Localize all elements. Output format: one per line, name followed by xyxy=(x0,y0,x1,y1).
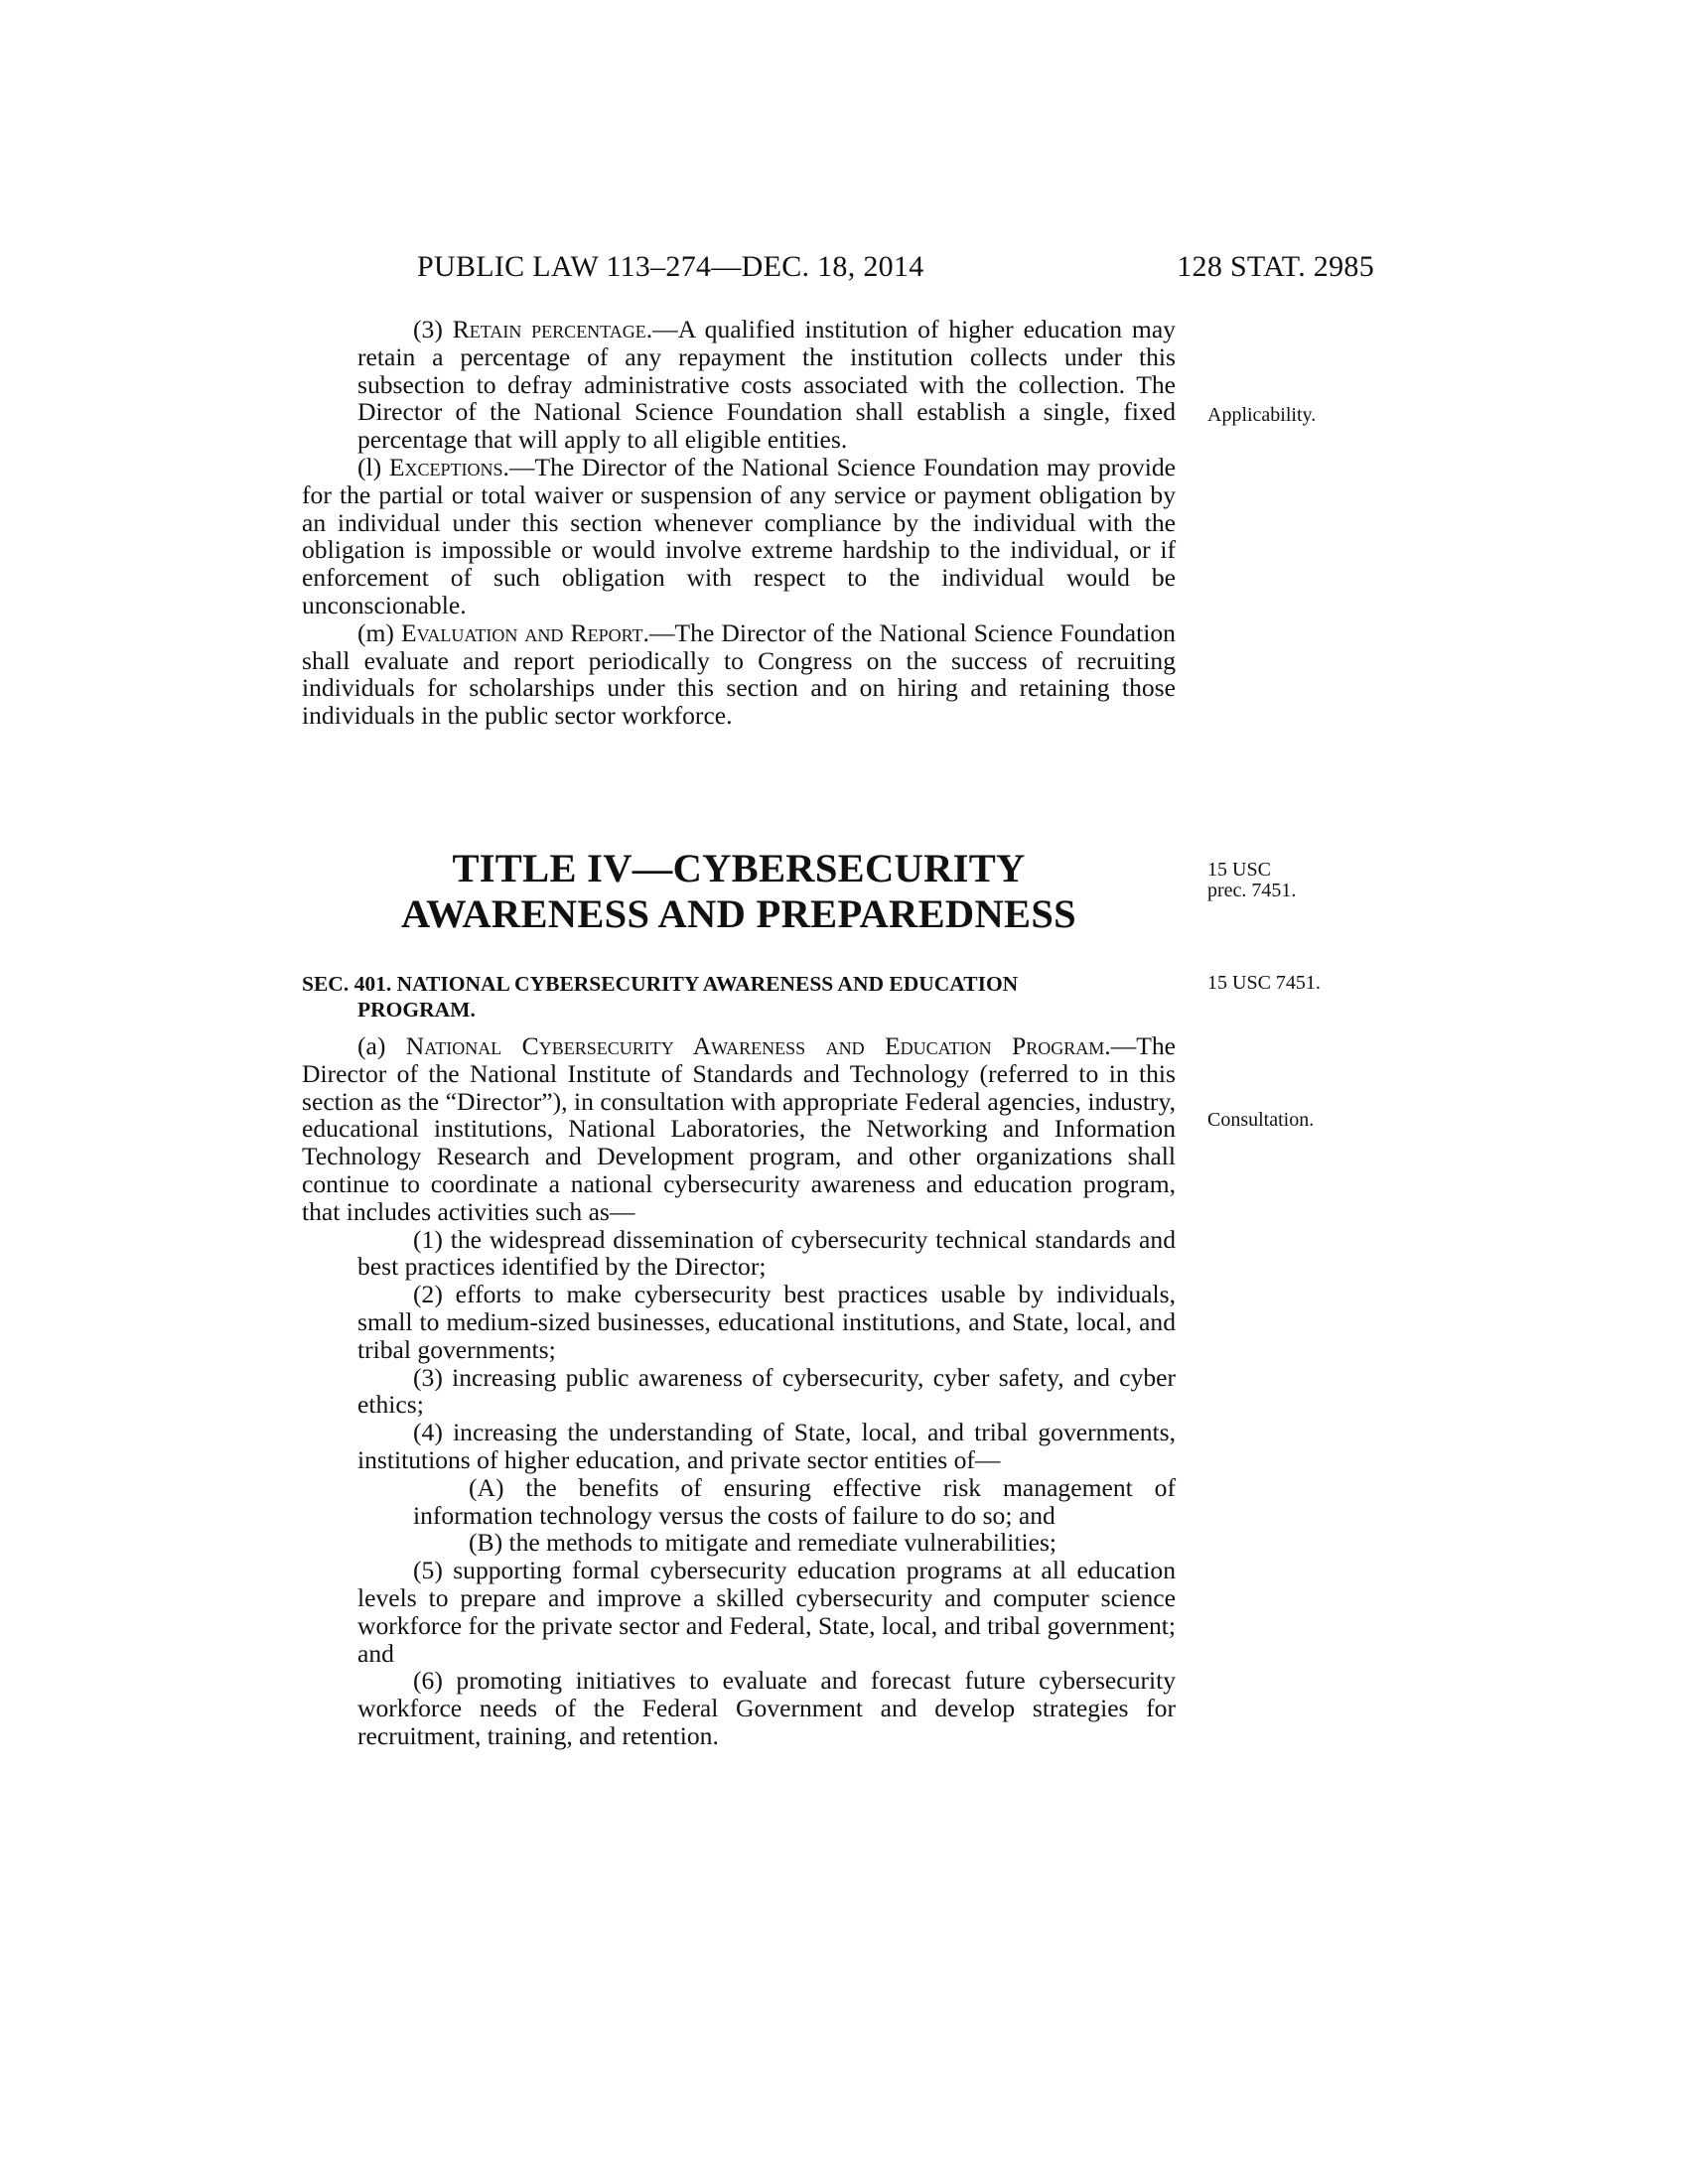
title-heading: TITLE IV—CYBERSECURITY AWARENESS AND PREPAREDNESS xyxy=(401,846,1076,936)
paragraph-l: (l) Exceptions.—The Director of the National Science Foundation may provide for the partial or total waiver or suspension of any service or payment obligation by an individual under this section whenever compliance by the individual with the obligation is impossible or would involve extreme hardship to the individual, or if enforcement of such obligation with respect to the individual would be unconscionable. xyxy=(302,452,1176,619)
margin-note-consultation: Consultation. xyxy=(1207,1109,1315,1131)
paragraph-401a: (a) National Cybersecurity Awareness and Education Program.—The Director of the National Institute of Standards and Technology (referred to in this section as the “Director”), in consultation with appropriate Federal agencies, industry, educational institutions, National Laboratories, the Networking and Information Technology Research and Development program, and other organizations shall continue to coordinate a national cybersecurity awareness and education program, that includes activities such as— xyxy=(302,1031,1176,1226)
list-item-6: (6) promoting initiatives to evaluate and forecast future cybersecurity workforce needs of the Federal Government and develop strategies for recruitment, training, and retention. xyxy=(357,1666,1176,1750)
page-header-stat: 128 STAT. 2985 xyxy=(1177,250,1374,283)
margin-note-usc-7451: 15 USC 7451. xyxy=(1207,972,1321,994)
section-401-body xyxy=(302,1032,1176,1750)
margin-note-usc-prec: 15 USC prec. 7451. xyxy=(1207,859,1297,901)
page-header-law: PUBLIC LAW 113–274—DEC. 18, 2014 xyxy=(417,250,924,283)
paragraph-m: (m) Evaluation and Report.—The Director of the National Science Foundation shall evaluate and report periodically to Congress on the success of recruiting individuals for scholarships under this section and on hiring and retaining those individuals in the public sector workforce. xyxy=(302,617,1176,731)
margin-note-applicability: Applicability. xyxy=(1207,404,1317,426)
heading-exceptions: Exceptions xyxy=(388,452,503,481)
list-item-4: (4) increasing the understanding of State, local, and tribal governments, institutions of higher education, and private sector entities of— xyxy=(357,1418,1176,1474)
list-item-2: (2) efforts to make cybersecurity best practices usable by individuals, small to medium-sized businesses, educational institutions, and State, local, and tribal governments; xyxy=(357,1280,1176,1364)
heading-evaluation-report: Evaluation and Report xyxy=(401,617,643,647)
list-item-1: (1) the widespread dissemination of cybersecurity technical standards and best practices identified by the Director; xyxy=(357,1224,1176,1282)
upper-body xyxy=(302,316,1176,730)
list-item-3: (3) increasing public awareness of cybersecurity, cyber safety, and cyber ethics; xyxy=(357,1362,1176,1420)
list-item-4b: (B) the methods to mitigate and remediate vulnerabilities; xyxy=(469,1528,1057,1558)
heading-retain-percentage: Retain percentage xyxy=(452,315,646,343)
section-401-heading: SEC. 401. NATIONAL CYBERSECURITY AWARENESS AND EDUCATION PROGRAM. xyxy=(302,972,1019,1022)
heading-awareness-program: National Cybersecurity Awareness and Education Program xyxy=(405,1031,1105,1060)
paragraph-k3: (3) Retain percentage.—A qualified institution of higher education may retain a percentage of any repayment the institution collects under this subsection to defray administrative costs associated with the collection. The Director of the National Science Foundation shall establish a single, fixed percentage that will apply to all eligible entities. xyxy=(357,315,1176,455)
list-item-4a: (A) the benefits of ensuring effective risk management of information technology versus the costs of failure to do so; and xyxy=(413,1472,1176,1530)
list-item-5: (5) supporting formal cybersecurity education programs at all education levels to prepare and improve a skilled cybersecurity and computer science workforce for the private sector and Federal, State, local, and tribal government; and xyxy=(357,1556,1176,1668)
